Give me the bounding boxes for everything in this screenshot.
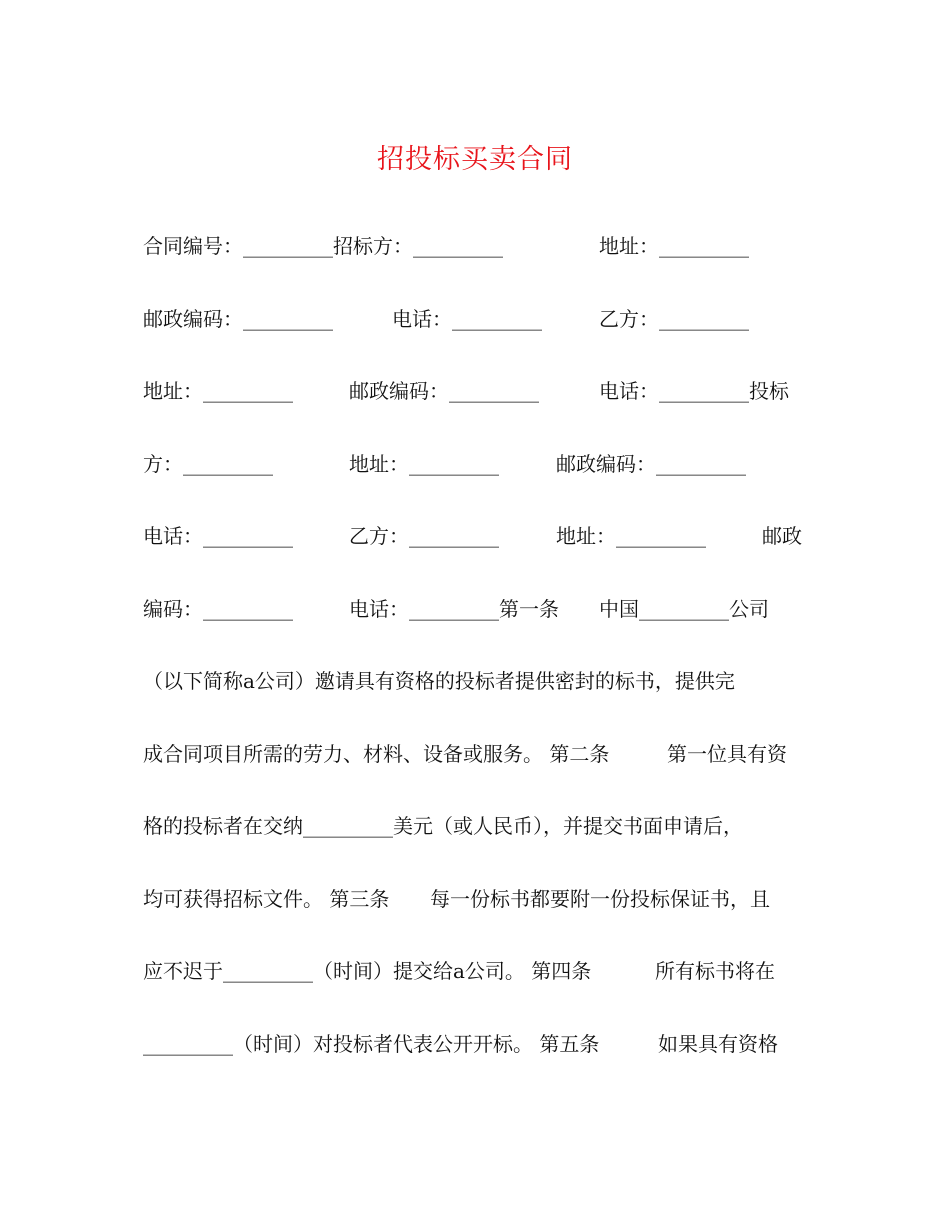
text-line — [143, 666, 813, 696]
text-segment: 每一份标书都要附一份投标保证书，且 — [430, 887, 770, 911]
text-segment: 乙方：_________ — [349, 524, 499, 548]
text-segment: 均可获得招标文件。 第三条 — [143, 887, 390, 911]
text-segment: 电话：_________ — [143, 524, 293, 548]
text-segment: 所有标书将在 — [655, 959, 775, 983]
text-line — [143, 594, 813, 624]
text-segment: 应不迟于_________（时间）提交给a公司。 第四条 — [143, 959, 592, 983]
text-segment: 中国_________公司 — [599, 597, 769, 621]
text-line — [143, 521, 813, 551]
text-line — [143, 376, 813, 406]
text-segment: 地址：_________ — [349, 452, 499, 476]
document-title: 招投标买卖合同 — [377, 144, 573, 175]
text-segment: 邮政编码：_________ — [556, 452, 746, 476]
text-segment: 地址：_________ — [556, 524, 706, 548]
text-segment: 合同编号：_________招标方：_________ — [143, 234, 503, 258]
text-segment: 方：_________ — [143, 452, 273, 476]
text-segment: 乙方：_________ — [599, 307, 749, 331]
text-segment: _________（时间）对投标者代表公开开标。 第五条 — [143, 1032, 600, 1056]
text-segment: 地址：_________ — [143, 379, 293, 403]
text-line — [143, 1029, 813, 1059]
text-segment: 如果具有资格 — [658, 1032, 778, 1056]
text-line — [143, 739, 813, 769]
text-segment: 邮政 — [762, 524, 802, 548]
text-segment: 电话：_________投标 — [599, 379, 789, 403]
text-line — [143, 449, 813, 479]
text-line — [143, 956, 813, 986]
text-segment: 电话：_________ — [392, 307, 542, 331]
text-segment: 邮政编码：_________ — [143, 307, 333, 331]
text-segment: 电话：_________第一条 — [349, 597, 559, 621]
text-segment: 邮政编码：_________ — [349, 379, 539, 403]
text-line — [143, 231, 813, 261]
text-segment: 地址：_________ — [599, 234, 749, 258]
text-line — [143, 884, 813, 914]
text-segment: （以下简称a公司）邀请具有资格的投标者提供密封的标书，提供完 — [143, 669, 735, 693]
text-line — [143, 811, 813, 841]
text-segment: 成合同项目所需的劳力、材料、设备或服务。 第二条 — [143, 742, 610, 766]
text-segment: 编码：_________ — [143, 597, 293, 621]
text-line — [143, 304, 813, 334]
text-segment: 第一位具有资 — [667, 742, 787, 766]
text-segment: 格的投标者在交纳_________美元（或人民币），并提交书面申请后， — [143, 814, 743, 838]
